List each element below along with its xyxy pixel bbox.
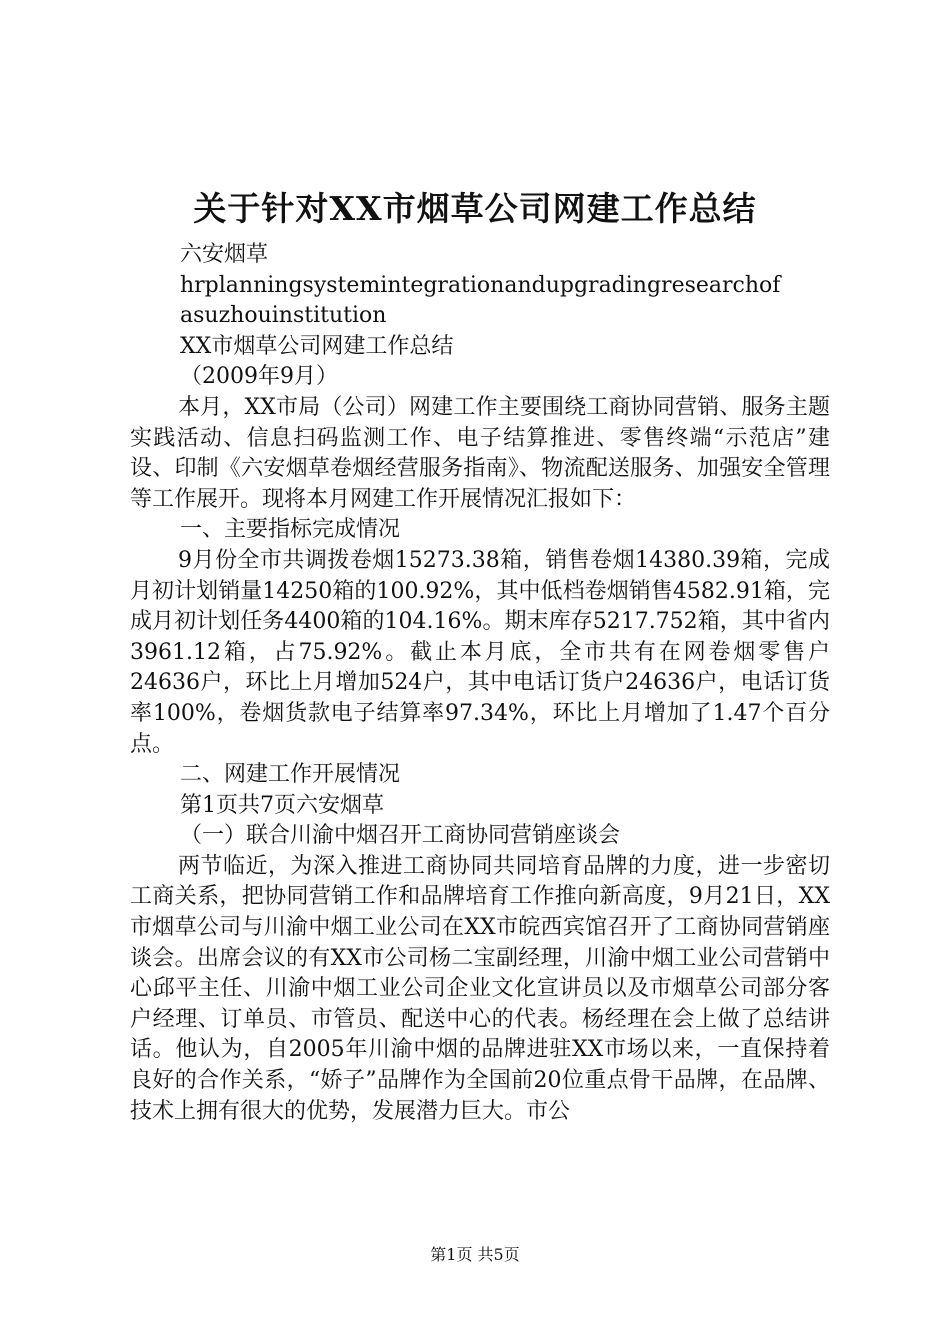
page-footer: 第1页 共5页 — [430, 1245, 520, 1264]
paragraph-meeting: 两节临近，为深入推进工商协同共同培育品牌的力度，进一步密切工商关系，把协同营销工作和品牌培育工作推向新高度，9月21日，XX市烟草公司与川渝中烟工业公司在XX市皖西宾馆召开了工商协同营销座谈会。出席会议的有XX市公司杨二宝副经理，川渝中烟工业公司营销中心邱平主任、川渝中烟工业公司企业文化宣讲员以及市烟草公司部分客户经理、订单员、市管员、配送中心的代表。杨经理在会上做了总结讲话。他认为，自2005年川渝中烟的品牌进驻XX市场以来，一直保持着良好的合作关系，“娇子”品牌作为全国前20位重点骨干品牌，在品牌、技术上拥有很大的优势，发展潜力巨大。市公 — [130, 853, 830, 1124]
subtitle-line-3: asuzhouinstitution — [180, 303, 387, 329]
page-marker: 第1页共7页六安烟草 — [180, 792, 384, 818]
paragraph-intro: 本月，XX市局（公司）网建工作主要围绕工商协同营销、服务主题实践活动、信息扫码监测工作、电子结算推进、零售终端“示范店”建设、印制《六安烟草卷烟经营服务指南》、物流配送服务、加强安全管理等工作展开。现将本月网建工作开展情况汇报如下： — [130, 394, 830, 512]
subtitle-line-4: XX市烟草公司网建工作总结 — [180, 333, 454, 359]
section-heading-3: （一）联合川渝中烟召开工商协同营销座谈会 — [180, 823, 621, 849]
date-line: （2009年9月） — [180, 364, 338, 390]
section-heading-2: 二、网建工作开展情况 — [180, 762, 401, 788]
paragraph-indicators: 9月份全市共调拨卷烟15273.38箱，销售卷烟14380.39箱，完成月初计划销量14250箱的100.92%，其中低档卷烟销售4582.91箱，完成月初计划任务4400箱的104.16%。期末库存5217.752箱，其中省内3961.12箱，占75.92%。截止本月底，全市共有在网卷烟零售户24636户，环比上月增加524户，其中电话订货户24636户，电话订货率100%，卷烟货款电子结算率97.34%，环比上月增加了1.47个百分点。 — [130, 547, 830, 757]
subtitle-line-1: 六安烟草 — [180, 242, 269, 267]
section-heading-1: 一、主要指标完成情况 — [180, 517, 401, 543]
document-body — [130, 210, 830, 1127]
document-title: 关于针对XX市烟草公司网建工作总结 — [193, 189, 757, 228]
subtitle-line-2: hrplanningsystemintegrationandupgradingresearchof — [180, 272, 781, 298]
